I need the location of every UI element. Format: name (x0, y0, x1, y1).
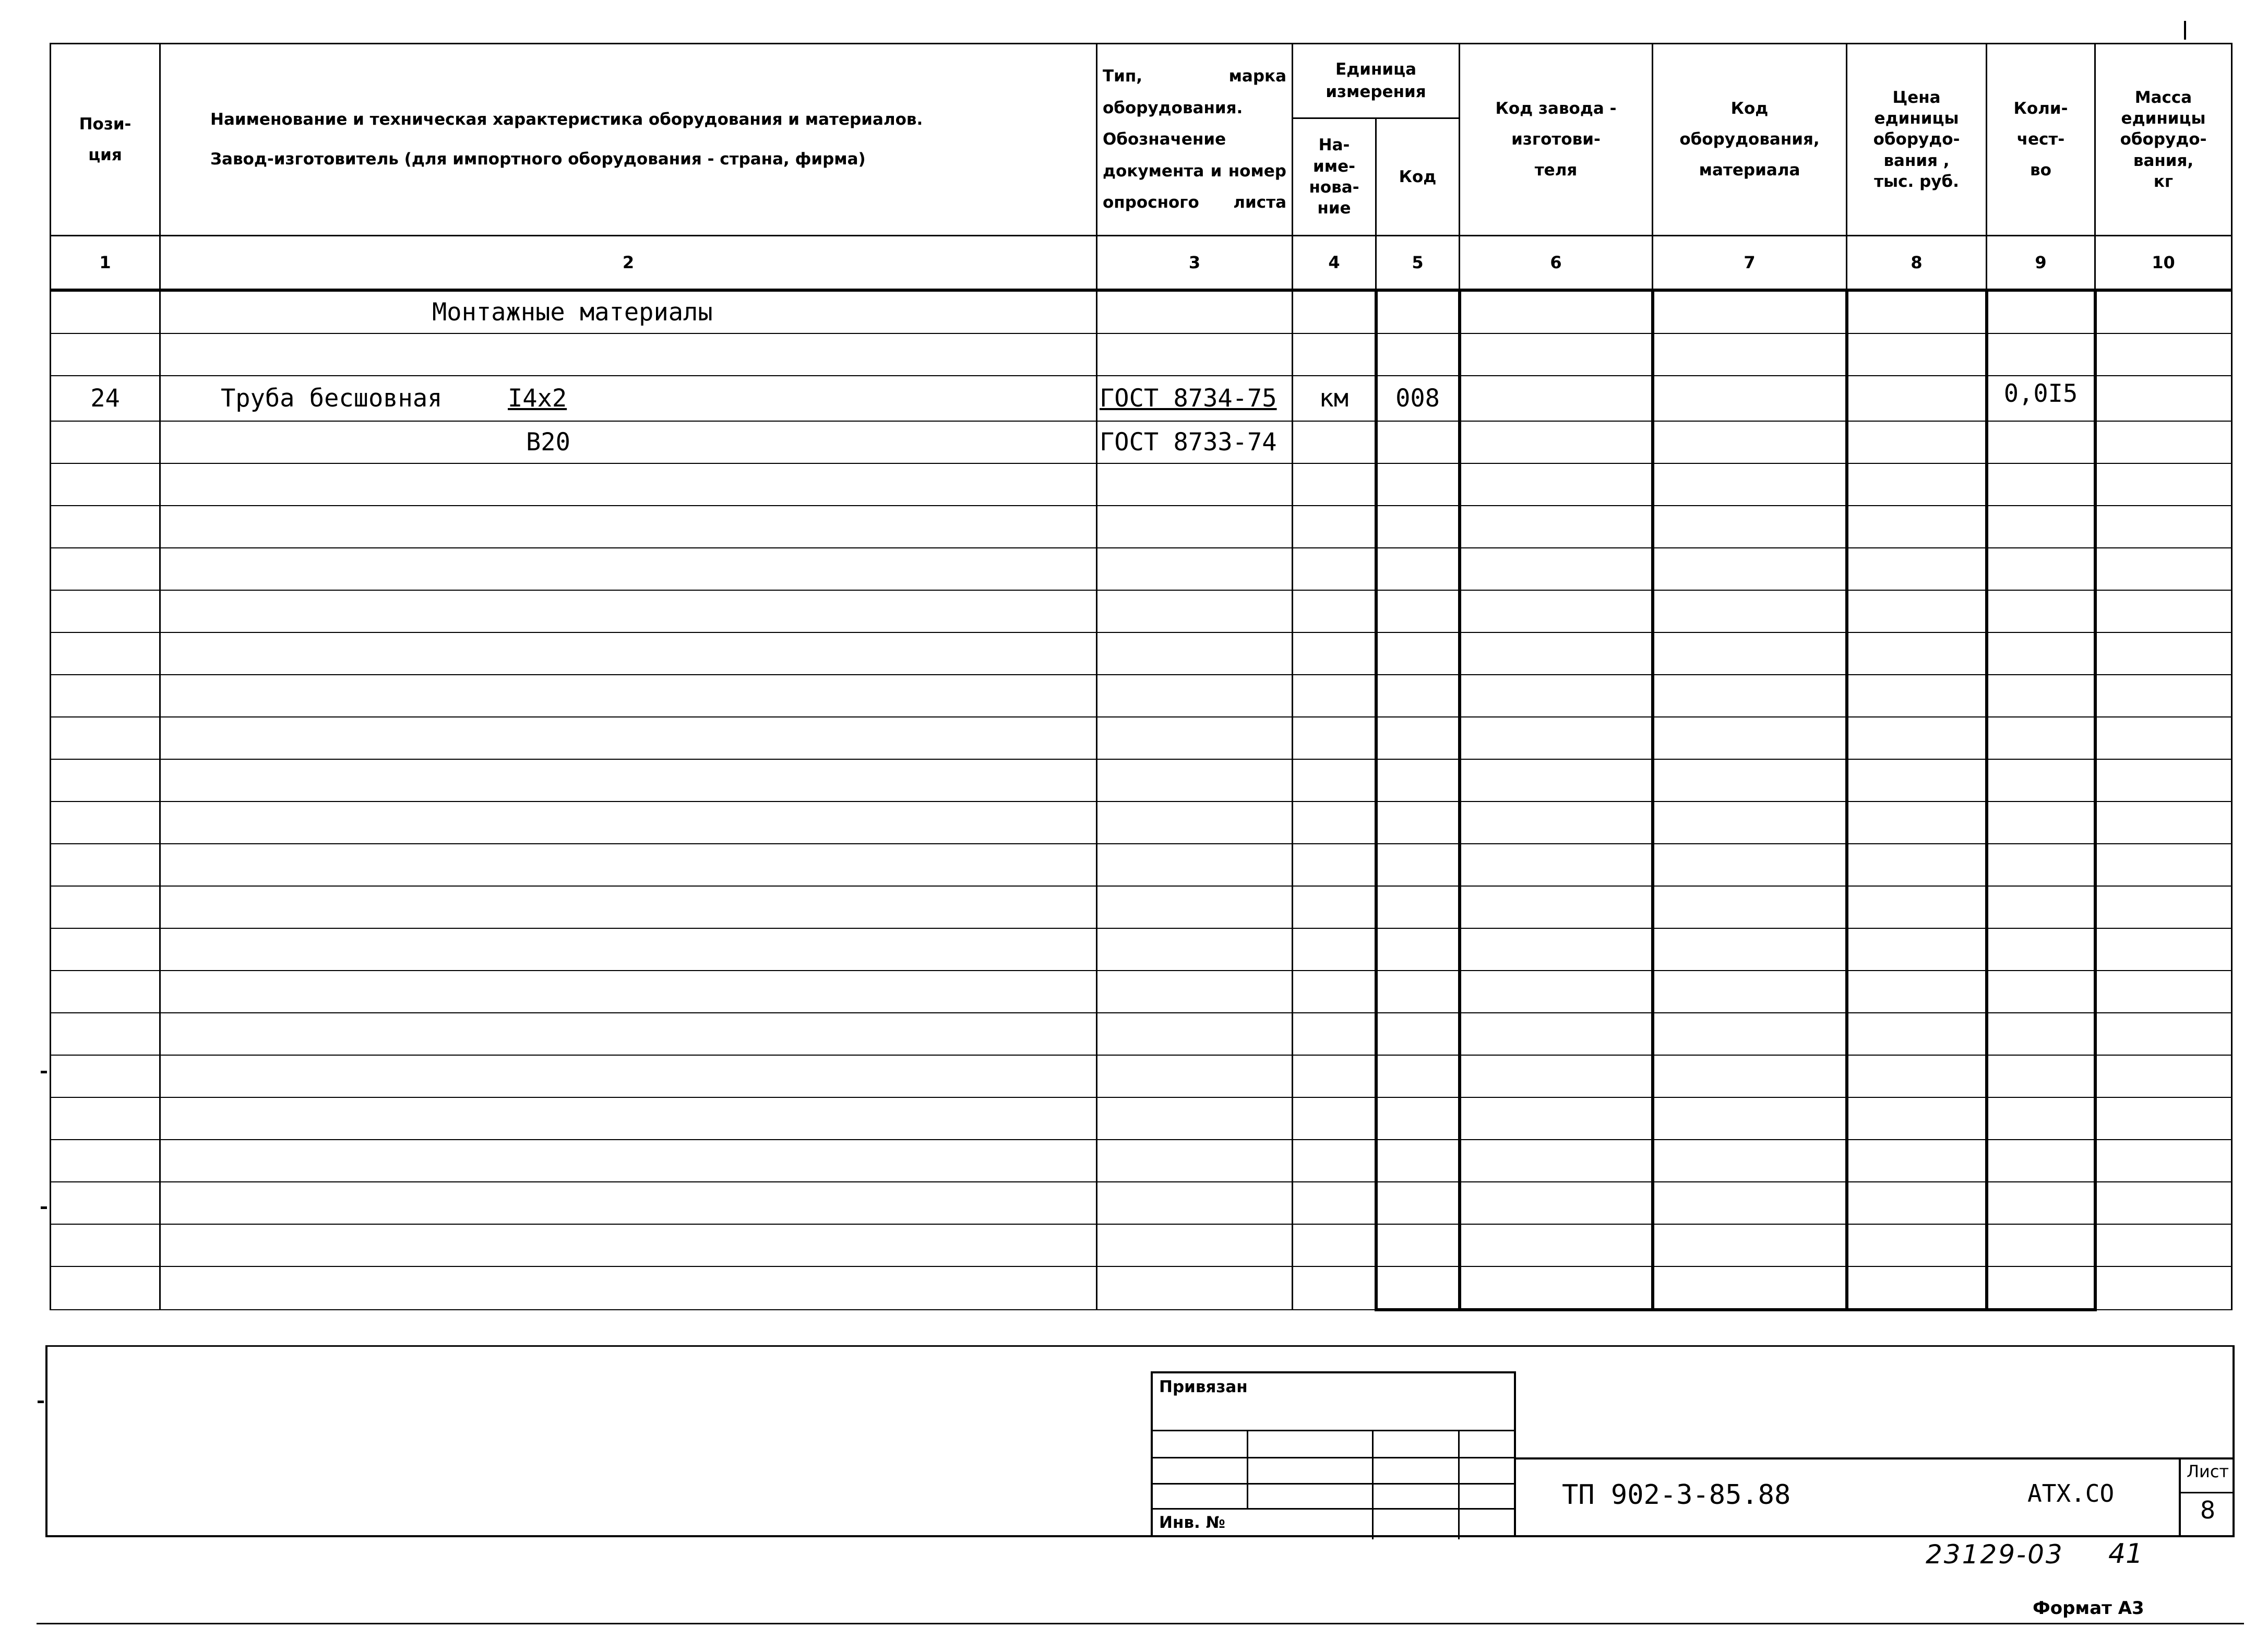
column-number: 1 (51, 236, 160, 291)
empty-row (51, 1055, 2232, 1097)
empty-row (51, 1224, 2232, 1266)
header-quantity: Коли- чест- во (1987, 44, 2095, 236)
header-unit-code: Код (1376, 118, 1460, 236)
divider (1247, 1430, 1248, 1508)
item-name: Труба бесшовная (221, 384, 443, 413)
empty-row (51, 506, 2232, 548)
empty-row (51, 590, 2232, 632)
header-name-line1: Наименование и техническая характеристика оборудования и материалов. (210, 110, 923, 129)
empty-row (51, 333, 2232, 376)
table-row (51, 421, 2232, 463)
divider (1458, 1430, 1460, 1539)
column-number: 10 (2095, 236, 2232, 291)
margin-tick (41, 1206, 47, 1209)
item-position: 24 (51, 376, 160, 421)
inventory-label: Инв. № (1159, 1513, 1225, 1532)
header-manufacturer-code: Код завода - изготови- теля (1460, 44, 1653, 236)
format-label: Формат А3 (2033, 1598, 2144, 1619)
empty-row (51, 1182, 2232, 1224)
column-number: 3 (1097, 236, 1293, 291)
document-code: ТП 902-3-85.88 (1562, 1479, 1791, 1511)
margin-tick (38, 1401, 44, 1403)
empty-row (51, 1097, 2232, 1140)
attached-block (1151, 1371, 1516, 1537)
empty-row (51, 759, 2232, 801)
empty-row (51, 675, 2232, 717)
bottom-rule (37, 1623, 2244, 1624)
margin-tick (41, 1071, 47, 1073)
document-suffix: АТХ.СО (2027, 1479, 2115, 1508)
empty-row (51, 463, 2232, 506)
column-number: 8 (1847, 236, 1987, 291)
header-unit-mass: Масса единицы оборудо- вания, кг (2095, 44, 2232, 236)
header-name-line2: Завод-изготовитель (для импортного оборудования - страна, фирма) (210, 149, 866, 169)
specification-table (50, 43, 2233, 1311)
header-unit-price: Цена единицы оборудо- вания , тыс. руб. (1847, 44, 1987, 236)
divider (1372, 1430, 1374, 1539)
empty-row (51, 717, 2232, 759)
empty-row (51, 844, 2232, 886)
sheet-label: Лист (2181, 1462, 2235, 1493)
divider (1153, 1457, 1514, 1458)
item-unit: км (1293, 376, 1376, 421)
margin-tick (2184, 21, 2186, 40)
archive-page: 41 (2108, 1538, 2143, 1570)
empty-row (51, 1013, 2232, 1055)
column-number: 6 (1460, 236, 1653, 291)
empty-row (51, 548, 2232, 590)
header-equipment-code: Код оборудования, материала (1653, 44, 1847, 236)
empty-row (51, 1266, 2232, 1310)
section-title: Монтажные материалы (432, 298, 713, 327)
column-number: 2 (160, 236, 1097, 291)
header-unit-name: На- име- нова- ние (1293, 118, 1376, 236)
item-doc-2: ГОСТ 8733-74 (1097, 421, 1293, 463)
empty-row (51, 886, 2232, 928)
column-number: 7 (1653, 236, 1847, 291)
item-quantity: 0,0I5 (1987, 376, 2095, 421)
item-size: I4x2 (508, 384, 567, 413)
section-row (51, 290, 2232, 333)
title-stamp (1516, 1457, 2235, 1537)
empty-row (51, 928, 2232, 971)
empty-row (51, 971, 2232, 1013)
divider (1153, 1430, 1514, 1431)
table-row (51, 376, 2232, 421)
header-position: Пози- ция (51, 44, 160, 236)
empty-row (51, 1140, 2232, 1182)
column-number: 5 (1376, 236, 1460, 291)
header-name (160, 44, 1097, 236)
item-doc-1: ГОСТ 8734-75 (1100, 384, 1277, 413)
item-unit-code: 008 (1376, 376, 1460, 421)
empty-row (51, 632, 2232, 675)
column-number: 4 (1293, 236, 1376, 291)
sheet-box (2179, 1459, 2235, 1537)
item-grade: В20 (526, 428, 570, 457)
column-number: 9 (1987, 236, 2095, 291)
archive-number: 23129-03 (1926, 1539, 2064, 1570)
empty-row (51, 801, 2232, 844)
attached-label: Привязан (1159, 1378, 1248, 1396)
divider (1153, 1483, 1514, 1485)
header-type: Тип, марка оборудования. Обозначение документа и номер опросного листа (1097, 44, 1293, 236)
divider (1153, 1508, 1514, 1510)
sheet-number: 8 (2200, 1496, 2216, 1524)
header-unit-group: Единица измерения (1293, 44, 1460, 118)
